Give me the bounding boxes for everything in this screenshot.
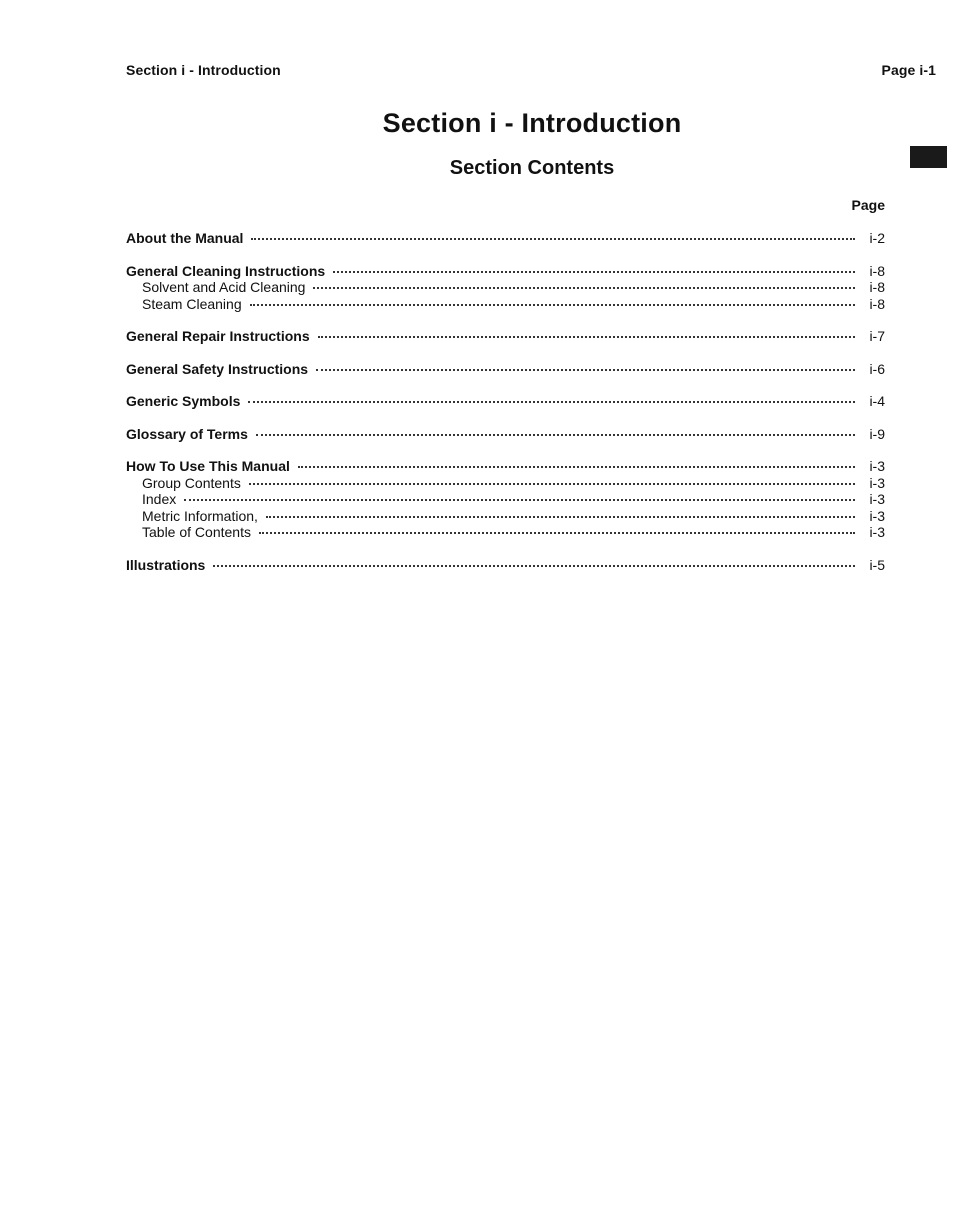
toc-entry-glossary-of-terms[interactable]: [126, 426, 885, 443]
toc-entry-label: General Safety Instructions: [126, 360, 309, 377]
toc-entry-label: Index: [142, 491, 177, 507]
toc-subentry-index[interactable]: [126, 491, 885, 508]
toc-entry-page: i-3: [869, 524, 885, 540]
toc-entry-general-cleaning-instructions[interactable]: [126, 263, 885, 280]
toc-entry-how-to-use-this-manual[interactable]: [126, 458, 885, 475]
toc-group: [126, 328, 885, 345]
toc-group: [126, 393, 885, 410]
toc-entry-page: i-3: [869, 507, 885, 524]
toc-entry-label: Illustrations: [126, 556, 206, 573]
dot-leader: [259, 532, 855, 534]
toc-entry-label: Table of Contents: [142, 524, 251, 540]
toc-entry-page: i-4: [869, 393, 885, 409]
toc-group: [126, 458, 885, 541]
dot-leader: [184, 499, 855, 501]
dot-leader: [249, 483, 855, 485]
page-column-heading: Page: [851, 197, 885, 213]
dot-leader: [298, 466, 855, 468]
page-title: Section i - Introduction: [382, 108, 682, 138]
toc-group: [126, 230, 885, 247]
dot-leader: [266, 516, 855, 518]
toc-subentry-table-of-contents[interactable]: [126, 524, 885, 541]
toc-group: [126, 263, 885, 313]
toc-group: [126, 557, 885, 574]
dot-leader: [248, 401, 855, 403]
dot-leader: [213, 565, 855, 567]
toc-entry-page: i-9: [869, 425, 885, 442]
toc-entry-page: i-3: [869, 491, 885, 507]
toc-entry-label: Generic Symbols: [126, 393, 241, 409]
section-contents-heading: Section Contents: [449, 157, 615, 179]
toc-entry-label: General Cleaning Instructions: [126, 262, 326, 279]
toc-entry-page: i-3: [869, 458, 885, 474]
running-header-left: Section i - Introduction: [126, 62, 281, 78]
toc-entry-label: About the Manual: [126, 230, 244, 246]
toc-subentry-metric-information[interactable]: [126, 508, 885, 525]
running-header-page-number: Page i-1: [881, 62, 936, 78]
toc-entry-general-safety-instructions[interactable]: [126, 361, 885, 378]
toc-entry-page: i-3: [869, 474, 885, 491]
toc-entry-page: i-8: [869, 262, 885, 279]
toc-group: [126, 426, 885, 443]
toc-entry-page: i-5: [869, 556, 885, 573]
dot-leader: [256, 434, 855, 436]
dot-leader: [313, 287, 855, 289]
toc-entry-label: Steam Cleaning: [142, 295, 242, 312]
toc-entry-label: Group Contents: [142, 474, 241, 491]
toc-entry-label: Metric Information,: [142, 507, 258, 524]
toc-entry-label: Glossary of Terms: [126, 425, 248, 442]
toc-entry-generic-symbols[interactable]: [126, 393, 885, 410]
toc-entry-general-repair-instructions[interactable]: [126, 328, 885, 345]
dot-leader: [333, 271, 855, 273]
toc-subentry-steam-cleaning[interactable]: [126, 296, 885, 313]
toc-entry-page: i-8: [869, 295, 885, 312]
toc-entry-page: i-8: [869, 279, 885, 295]
toc-entry-illustrations[interactable]: [126, 557, 885, 574]
dot-leader: [251, 238, 855, 240]
toc-subentry-group-contents[interactable]: [126, 475, 885, 492]
toc-entry-page: i-6: [869, 360, 885, 377]
table-of-contents: [126, 230, 885, 589]
dot-leader: [250, 304, 855, 306]
toc-entry-label: General Repair Instructions: [126, 328, 310, 344]
dot-leader: [318, 336, 855, 338]
toc-entry-label: Solvent and Acid Cleaning: [142, 279, 306, 295]
toc-entry-label: How To Use This Manual: [126, 458, 290, 474]
toc-entry-page: i-2: [869, 230, 885, 246]
toc-entry-about-the-manual[interactable]: [126, 230, 885, 247]
toc-entry-page: i-7: [869, 328, 885, 344]
dot-leader: [316, 369, 855, 371]
toc-group: [126, 361, 885, 378]
toc-subentry-solvent-and-acid-cleaning[interactable]: [126, 279, 885, 296]
